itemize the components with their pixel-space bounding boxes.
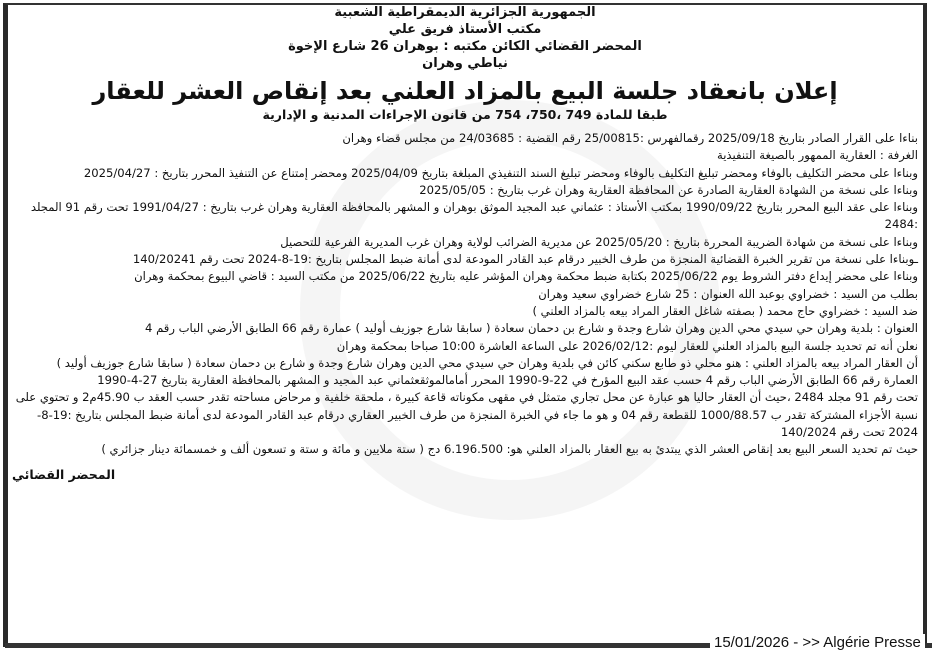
notice-body bbox=[12, 130, 918, 459]
signature: المحضر القضائي bbox=[12, 466, 116, 482]
paragraph-price: حيث تم تحديد السعر البيع بعد إنقاص العشر الذي يبتدئ به بيع العقار بالمزاد العلني هو: 6.196.500 دج ( ستة ملايين و مائة و ستة و تسعون ألف و خمسمائة دينار جزائري ) bbox=[101, 442, 918, 457]
paragraph-address: العنوان : بلدية وهران حي سيدي محي الدين وهران شارع وجدة و شارع بن دحمان سعادة ( سابقا شارع جوزيف أوليد ) عمارة رقم 66 الطابق الأرضي الباب رقم 4 bbox=[145, 321, 918, 336]
footer bbox=[0, 635, 935, 657]
footer-source: 15/01/2026 - >> Algérie Presse bbox=[710, 634, 925, 651]
paragraph-property: أن العقار المراد بيعه بالمزاد العلني : هنو محلي ذو طابع سكني كائن في بلدية وهران حي سيدي محي الدين وهران شارع وجدة و شارع بن دحمان سعادة ( سابقا شارع جوزيف أوليد ) bbox=[56, 355, 918, 370]
paragraph-building: العمارة رقم 66 الطابق الأرضي الباب رقم 4 حسب عقد البيع المؤرخ في 22-9-1990 المحرر أمامالموثقعثماني عبد المجيد و المشهر بالمحافظة العقارية بتاريخ 27-4-1990 bbox=[97, 373, 918, 388]
paragraph-chamber: الغرفة : العقارية الممهور بالصيغة التنفيذية bbox=[716, 148, 918, 163]
legal-notice bbox=[12, 4, 918, 482]
header-city: نياطي وهران bbox=[422, 56, 508, 71]
paragraph-description: تحت رقم 91 مجلد 2484 ،حيث أن العقار حاليا هو عبارة عن محل تجاري متمثل في مقهى مكوناته قاعة كبيرة ، ملحقة خلفية و مرحاض مساحته تقدر حسب العقد ب 45.90م2 و تحتوي على نسبة الأجزاء المشتركة تقدر ب 1000/88.57 للقطعة رقم 04 و هو ما جاء في الخبرة المنجزة من طرف الخبير العقاري درقام عبد القادر المودعة لدى أمانة ضبط المجلس بتاريخ :19-8-2024 تحت رقم 140/2024 bbox=[15, 390, 918, 440]
notice-title: إعلان بانعقاد جلسة البيع بالمزاد العلني بعد إنقاص العشر للعقار bbox=[92, 77, 838, 105]
paragraph-plaintiff: بطلب من السيد : خضراوي بوعبد الله العنوان : 25 شارع خضراوي سعيد وهران bbox=[538, 286, 918, 301]
paragraph-auction-date: نعلن أنه تم تحديد جلسة البيع بالمزاد العلني للعقار ليوم :2026/02/12 على الساعة العاشرة 10:00 صباحا بمحكمة وهران bbox=[336, 338, 918, 353]
paragraph-expert-report: ـوبناءا على نسخة من تقرير الخبرة القضائية المنجزة من طرف الخبير درقام عبد القادر المودعة لدى أمانة ضبط المجلس بتاريخ :19-8-2024 تحت رقم 140/20241 bbox=[132, 252, 918, 267]
paragraph-conditions-filing: وبناءا على محضر إيداع دفتر الشروط يوم 2025/06/22 بكتابة ضبط محكمة وهران المؤشر عليه بتاريخ 2025/06/22 من مكتب السيد : قاضي البيوع بمحكمة وهران bbox=[134, 269, 918, 284]
header-country: الجمهورية الجزائرية الديمقراطية الشعبية bbox=[334, 5, 596, 20]
paragraph-tax-certificate: وبناءا على نسخة من شهادة الضريبة المحررة بتاريخ : 2025/05/20 عن مديرية الضرائب لولاية وهران غرب المديرية الفرعية للتحصيل bbox=[280, 234, 918, 249]
paragraph-decision: بناءا على القرار الصادر بتاريخ 2025/09/18 رقمالفهرس :25/00815 رقم القضية : 24/03685 من مجلس قضاء وهران bbox=[342, 131, 918, 145]
paragraph-land-certificate: وبناءا على نسخة من الشهادة العقارية الصادرة عن المحافظة العقارية وهران غرب بتاريخ : 2025/05/05 bbox=[419, 182, 918, 197]
footer-rule-left bbox=[5, 643, 710, 648]
notice-subtitle: طبقا للمادة 749 ،750، 754 من قانون الإجراءات المدنية و الإدارية bbox=[262, 107, 668, 122]
paragraph-summons: وبناءا على محضر التكليف بالوفاء ومحضر تبليغ التكليف بالوفاء ومحضر تبليغ السند التنفيذي المبلغة بتاريخ 2025/04/09 ومحضر إمتناع عن التنفيذ المحرر بتاريخ : 2025/04/27 bbox=[83, 165, 918, 180]
paragraph-sale-contract: وبناءا على عقد البيع المحرر بتاريخ 1990/09/22 بمكتب الأستاذ : عثماني عبد المجيد الموثق بوهران و المشهر بالمحافظة العقارية وهران غرب بتاريخ : 1991/04/27 تحت رقم 91 المجلد :2484 bbox=[30, 200, 918, 232]
header-address: المحضر القضائي الكائن مكتبه : بوهران 26 شارع الإخوة bbox=[288, 39, 642, 54]
paragraph-defendant: ضد السيد : خضراوي حاج محمد ( بصفته شاغل العقار المراد بيعه بالمزاد العلني ) bbox=[532, 303, 918, 318]
header-office: مكتب الأستاذ فريق علي bbox=[388, 22, 542, 37]
